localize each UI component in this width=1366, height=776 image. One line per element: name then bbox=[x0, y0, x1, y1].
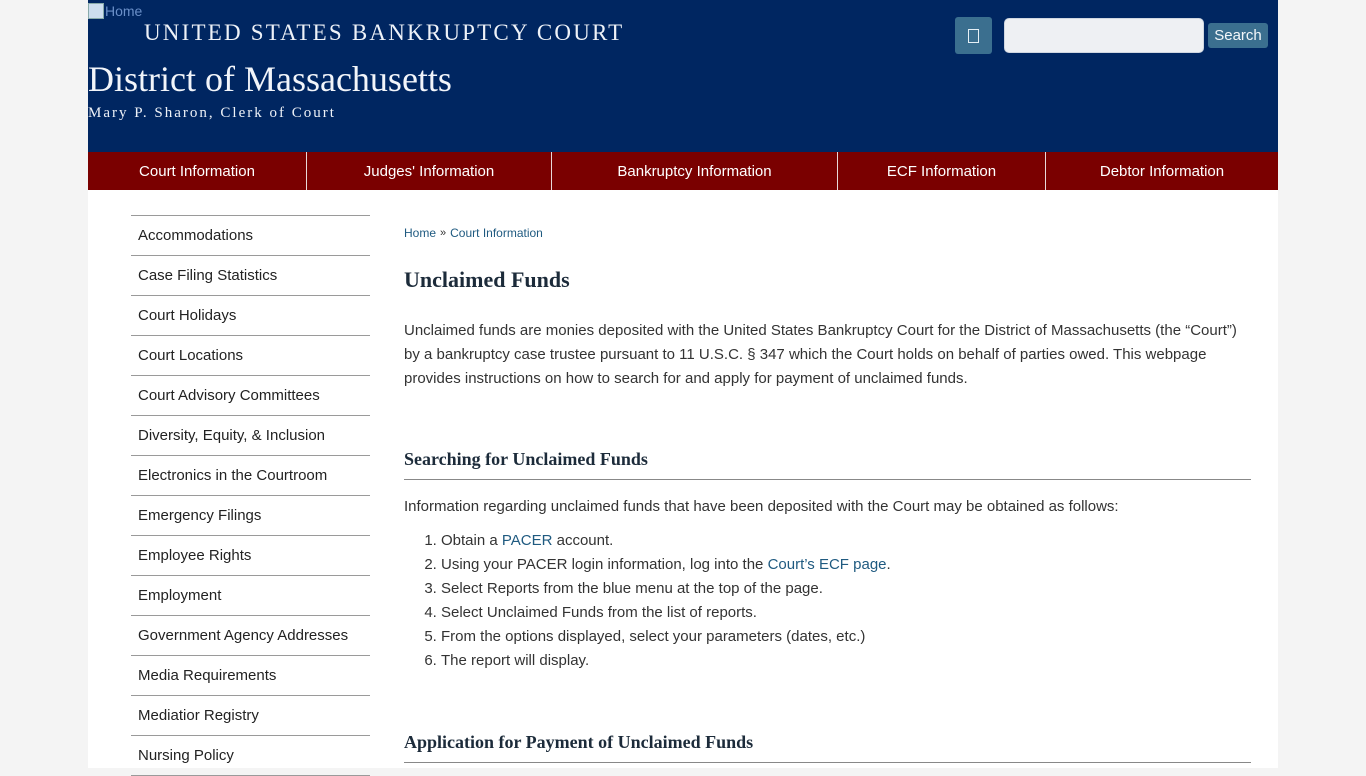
home-logo-link[interactable] bbox=[88, 3, 142, 19]
search-input[interactable] bbox=[1004, 18, 1204, 53]
nav-court-information[interactable]: Court Information bbox=[88, 152, 307, 190]
sidebar-menu bbox=[131, 215, 370, 776]
court-ecf-page-link[interactable]: Court’s ECF page bbox=[767, 556, 887, 573]
step-text: Using your PACER login information, log into the bbox=[441, 556, 768, 573]
sidebar-item-court-holidays[interactable]: Court Holidays bbox=[131, 296, 370, 336]
sidebar-item-court-locations[interactable]: Court Locations bbox=[131, 336, 370, 376]
intro-paragraph: Unclaimed funds are monies deposited with the United States Bankruptcy Court for the District of Massachusetts (the “Court”) by a bankruptcy case trustee pursuant to 11 U.S.C. § 347 which the Court holds on behalf of parties owed. This webpage provides instructions on how to search for and apply for payment of unclaimed funds. bbox=[404, 322, 1237, 387]
section-heading-searching: Searching for Unclaimed Funds bbox=[404, 449, 1251, 480]
sidebar-item-government-agency-addresses[interactable]: Government Agency Addresses bbox=[131, 616, 370, 656]
home-alt-text: Home bbox=[105, 3, 143, 19]
steps-list bbox=[404, 529, 1251, 673]
court-name: UNITED STATES BANKRUPTCY COURT bbox=[144, 20, 625, 45]
site-header bbox=[88, 0, 1278, 152]
sidebar-item-media-requirements[interactable]: Media Requirements bbox=[131, 656, 370, 696]
district-name: District of Massachusetts bbox=[88, 59, 452, 99]
section-heading-application: Application for Payment of Unclaimed Funds bbox=[404, 732, 1251, 763]
clerk-name: Mary P. Sharon, Clerk of Court bbox=[88, 105, 336, 121]
nav-debtor-information[interactable]: Debtor Information bbox=[1099, 162, 1225, 180]
list-item: 3. Select Reports from the blue menu at the top of the page. bbox=[441, 577, 1251, 601]
search-button[interactable]: Search bbox=[1208, 23, 1268, 48]
sidebar-item-emergency-filings[interactable]: Emergency Filings bbox=[131, 496, 370, 536]
sidebar-item-court-advisory-committees[interactable]: Court Advisory Committees bbox=[131, 376, 370, 416]
list-item bbox=[441, 529, 1251, 553]
step-text: Obtain a bbox=[441, 532, 502, 549]
sidebar-item-mediator-registry[interactable]: Mediatior Registry bbox=[131, 696, 370, 736]
sidebar-item-employment[interactable]: Employment bbox=[131, 576, 370, 616]
list-item: 6. The report will display. bbox=[441, 649, 1251, 673]
main-content bbox=[404, 224, 1251, 763]
sidebar-item-case-filing-statistics[interactable]: Case Filing Statistics bbox=[131, 256, 370, 296]
list-item: 5. From the options displayed, select your parameters (dates, etc.) bbox=[441, 625, 1251, 649]
broken-image-icon bbox=[88, 3, 104, 19]
accessibility-button[interactable] bbox=[955, 17, 992, 54]
breadcrumb bbox=[404, 224, 1251, 241]
step-text: account. bbox=[552, 532, 614, 549]
sidebar-item-diversity-equity-inclusion[interactable]: Diversity, Equity, & Inclusion bbox=[131, 416, 370, 456]
pacer-link[interactable]: PACER bbox=[501, 532, 553, 549]
breadcrumb-separator: » bbox=[440, 226, 447, 239]
breadcrumb-court-information[interactable]: Court Information bbox=[450, 225, 543, 240]
sidebar-item-electronics-in-courtroom[interactable]: Electronics in the Courtroom bbox=[131, 456, 370, 496]
page-title: Unclaimed Funds bbox=[404, 267, 570, 292]
list-item: 4. Select Unclaimed Funds from the list of reports. bbox=[441, 601, 1251, 625]
accessibility-icon bbox=[968, 29, 979, 43]
nav-bankruptcy-information[interactable]: Bankruptcy Information bbox=[552, 152, 838, 190]
sidebar-item-employee-rights[interactable]: Employee Rights bbox=[131, 536, 370, 576]
sidebar-item-nursing-policy[interactable]: Nursing Policy bbox=[131, 736, 370, 776]
nav-ecf-information[interactable]: ECF Information bbox=[838, 152, 1046, 190]
page bbox=[88, 0, 1278, 768]
list-item bbox=[441, 553, 1251, 577]
sidebar-item-accommodations[interactable]: Accommodations bbox=[131, 216, 370, 256]
breadcrumb-home[interactable]: Home bbox=[404, 225, 437, 240]
nav-judges-information[interactable]: Judges' Information bbox=[307, 152, 552, 190]
main-nav bbox=[88, 152, 1278, 190]
step-text: . bbox=[886, 556, 891, 573]
section-lead: Information regarding unclaimed funds that have been deposited with the Court may be obtained as follows: bbox=[404, 498, 1119, 515]
